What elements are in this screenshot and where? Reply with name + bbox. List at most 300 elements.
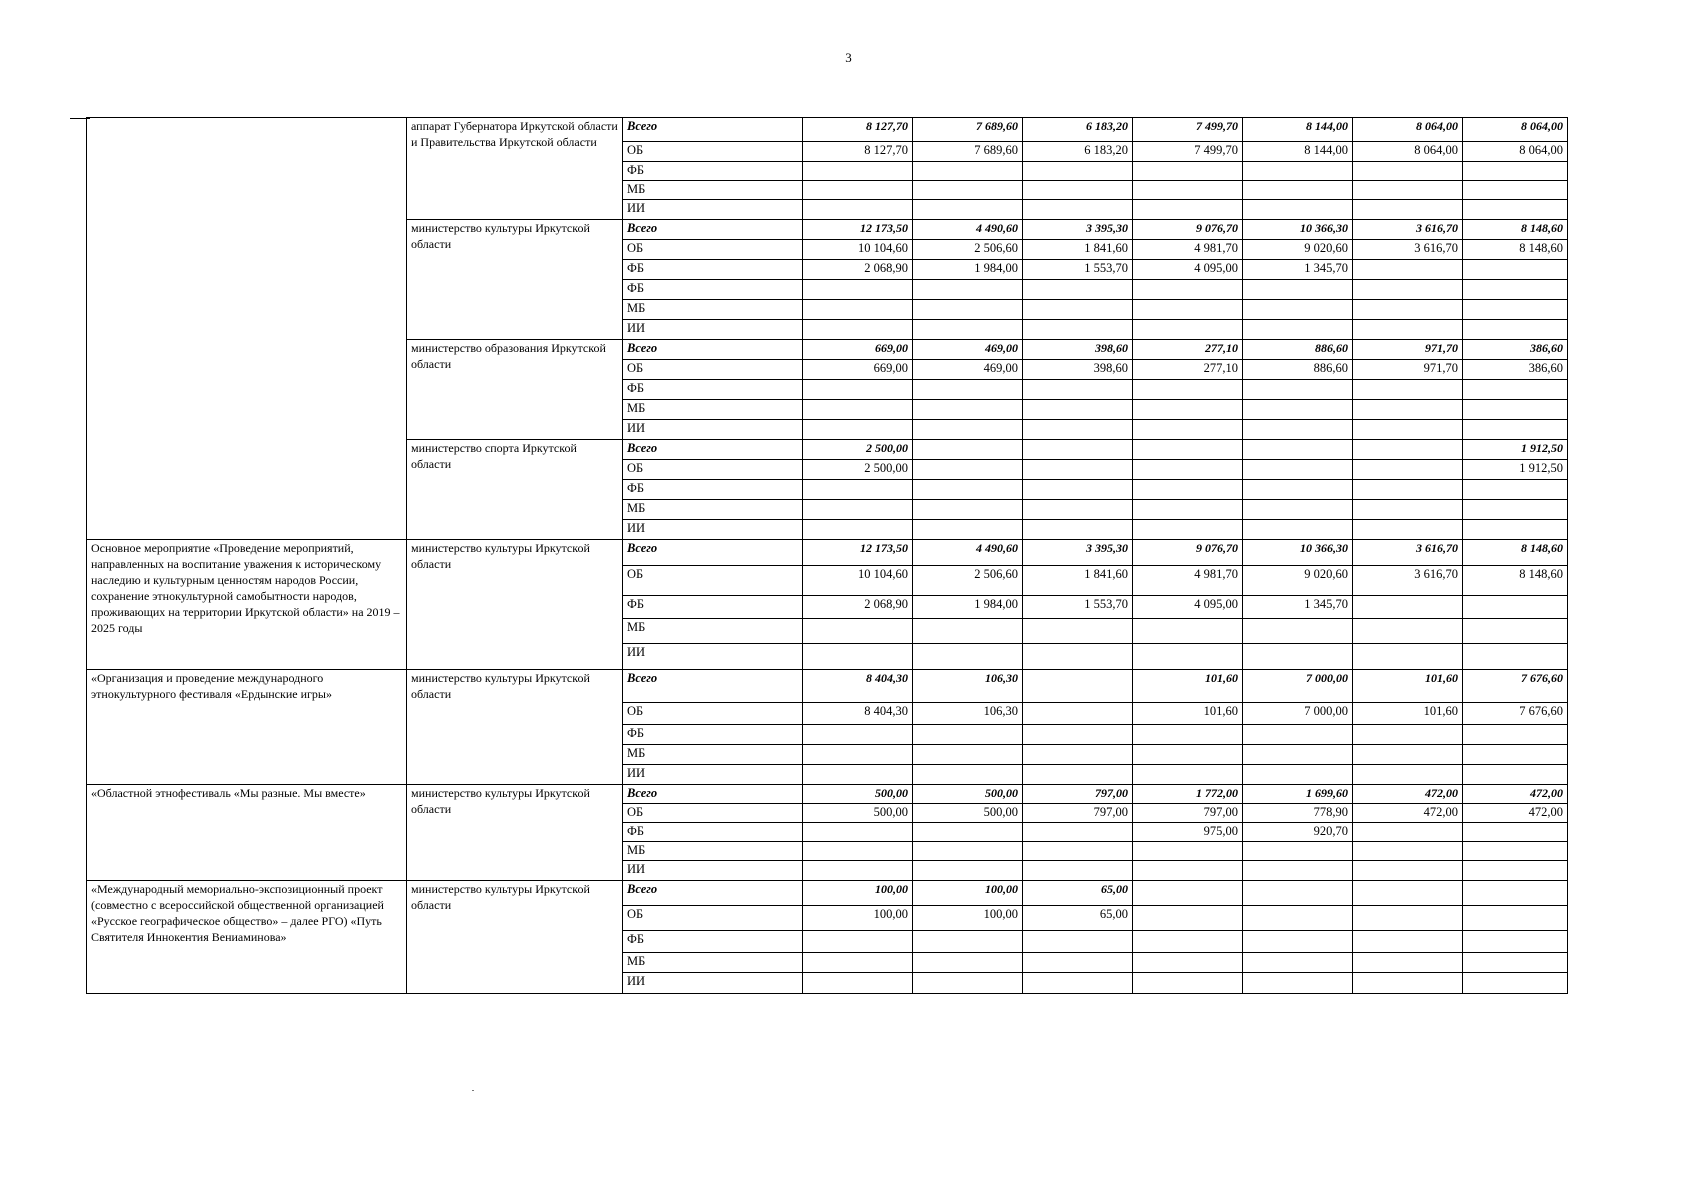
amount-cell: 7 676,60 bbox=[1463, 670, 1568, 703]
amount-cell: 4 490,60 bbox=[913, 540, 1023, 566]
funding-source-cell: ФБ bbox=[623, 823, 803, 842]
amount-cell bbox=[1243, 320, 1353, 340]
amount-cell bbox=[913, 520, 1023, 540]
amount-cell bbox=[1243, 420, 1353, 440]
funding-source-cell: ИИ bbox=[623, 420, 803, 440]
funding-source-cell: ИИ bbox=[623, 765, 803, 785]
amount-cell bbox=[803, 861, 913, 881]
amount-cell bbox=[803, 953, 913, 973]
budget-table-body bbox=[87, 118, 1568, 994]
amount-cell bbox=[1353, 162, 1463, 181]
amount-cell: 1 772,00 bbox=[1133, 785, 1243, 804]
amount-cell bbox=[1353, 953, 1463, 973]
amount-cell bbox=[1243, 861, 1353, 881]
amount-cell: 2 068,90 bbox=[803, 596, 913, 619]
amount-cell bbox=[803, 480, 913, 500]
funding-source-cell: ИИ bbox=[623, 861, 803, 881]
amount-cell bbox=[1243, 162, 1353, 181]
amount-cell bbox=[913, 480, 1023, 500]
amount-cell bbox=[1023, 973, 1133, 994]
amount-cell bbox=[1023, 520, 1133, 540]
amount-cell: 10 366,30 bbox=[1243, 220, 1353, 240]
amount-cell: 8 144,00 bbox=[1243, 142, 1353, 162]
amount-cell bbox=[1133, 480, 1243, 500]
amount-cell bbox=[913, 200, 1023, 220]
funding-source-cell: МБ bbox=[623, 300, 803, 320]
amount-cell bbox=[1023, 644, 1133, 670]
amount-cell bbox=[913, 320, 1023, 340]
funding-source-cell: МБ bbox=[623, 400, 803, 420]
amount-cell bbox=[1023, 400, 1133, 420]
amount-cell bbox=[1243, 953, 1353, 973]
amount-cell bbox=[1133, 861, 1243, 881]
amount-cell bbox=[1243, 200, 1353, 220]
amount-cell: 398,60 bbox=[1023, 340, 1133, 360]
amount-cell bbox=[1463, 500, 1568, 520]
amount-cell bbox=[1023, 380, 1133, 400]
amount-cell bbox=[913, 765, 1023, 785]
amount-cell bbox=[1243, 440, 1353, 460]
amount-cell bbox=[913, 460, 1023, 480]
amount-cell bbox=[1353, 520, 1463, 540]
amount-cell: 2 506,60 bbox=[913, 240, 1023, 260]
amount-cell: 10 104,60 bbox=[803, 240, 913, 260]
funding-source-cell: Всего bbox=[623, 220, 803, 240]
amount-cell: 8 064,00 bbox=[1353, 142, 1463, 162]
amount-cell: 2 068,90 bbox=[803, 260, 913, 280]
amount-cell: 797,00 bbox=[1023, 785, 1133, 804]
amount-cell bbox=[1023, 953, 1133, 973]
funding-source-cell: ОБ bbox=[623, 240, 803, 260]
executor-cell: министерство культуры Иркутской области bbox=[407, 540, 623, 670]
funding-source-cell: ОБ bbox=[623, 360, 803, 380]
amount-cell bbox=[1023, 420, 1133, 440]
amount-cell: 975,00 bbox=[1133, 823, 1243, 842]
amount-cell: 7 499,70 bbox=[1133, 142, 1243, 162]
amount-cell bbox=[913, 300, 1023, 320]
amount-cell bbox=[913, 745, 1023, 765]
amount-cell bbox=[913, 380, 1023, 400]
amount-cell bbox=[1023, 480, 1133, 500]
amount-cell bbox=[1133, 162, 1243, 181]
funding-source-cell: МБ bbox=[623, 842, 803, 861]
amount-cell bbox=[1133, 619, 1243, 644]
amount-cell bbox=[1133, 181, 1243, 200]
amount-cell bbox=[1353, 440, 1463, 460]
amount-cell: 1 345,70 bbox=[1243, 596, 1353, 619]
amount-cell: 8 064,00 bbox=[1463, 118, 1568, 142]
amount-cell bbox=[1463, 480, 1568, 500]
amount-cell bbox=[1243, 500, 1353, 520]
amount-cell bbox=[1463, 745, 1568, 765]
amount-cell: 9 076,70 bbox=[1133, 540, 1243, 566]
amount-cell bbox=[1353, 460, 1463, 480]
amount-cell: 8 064,00 bbox=[1463, 142, 1568, 162]
amount-cell bbox=[1463, 881, 1568, 906]
amount-cell: 4 095,00 bbox=[1133, 596, 1243, 619]
funding-source-cell: МБ bbox=[623, 500, 803, 520]
amount-cell bbox=[1463, 765, 1568, 785]
amount-cell bbox=[913, 162, 1023, 181]
amount-cell: 12 173,50 bbox=[803, 540, 913, 566]
amount-cell bbox=[1353, 619, 1463, 644]
amount-cell bbox=[913, 725, 1023, 745]
executor-cell: министерство образования Иркутской области bbox=[407, 340, 623, 440]
amount-cell bbox=[1023, 500, 1133, 520]
executor-cell: министерство культуры Иркутской области bbox=[407, 785, 623, 881]
amount-cell: 386,60 bbox=[1463, 360, 1568, 380]
amount-cell: 101,60 bbox=[1133, 670, 1243, 703]
amount-cell: 1 912,50 bbox=[1463, 440, 1568, 460]
funding-source-cell: Всего bbox=[623, 340, 803, 360]
funding-source-cell: Всего bbox=[623, 440, 803, 460]
amount-cell bbox=[1133, 931, 1243, 953]
amount-cell bbox=[1243, 280, 1353, 300]
amount-cell: 65,00 bbox=[1023, 881, 1133, 906]
amount-cell bbox=[803, 842, 913, 861]
amount-cell: 971,70 bbox=[1353, 340, 1463, 360]
amount-cell: 4 095,00 bbox=[1133, 260, 1243, 280]
amount-cell: 669,00 bbox=[803, 340, 913, 360]
funding-source-cell: МБ bbox=[623, 619, 803, 644]
amount-cell bbox=[1353, 200, 1463, 220]
amount-cell: 472,00 bbox=[1463, 785, 1568, 804]
amount-cell bbox=[1463, 973, 1568, 994]
amount-cell bbox=[1133, 906, 1243, 931]
amount-cell bbox=[803, 500, 913, 520]
amount-cell: 1 699,60 bbox=[1243, 785, 1353, 804]
amount-cell: 8 064,00 bbox=[1353, 118, 1463, 142]
amount-cell bbox=[1353, 181, 1463, 200]
amount-cell bbox=[803, 931, 913, 953]
amount-cell: 469,00 bbox=[913, 360, 1023, 380]
amount-cell: 8 127,70 bbox=[803, 142, 913, 162]
amount-cell: 8 144,00 bbox=[1243, 118, 1353, 142]
amount-cell bbox=[1353, 861, 1463, 881]
amount-cell: 500,00 bbox=[913, 785, 1023, 804]
amount-cell bbox=[1463, 380, 1568, 400]
amount-cell: 472,00 bbox=[1463, 804, 1568, 823]
executor-cell: министерство культуры Иркутской области bbox=[407, 670, 623, 785]
table-row-total bbox=[87, 670, 1568, 703]
amount-cell: 472,00 bbox=[1353, 785, 1463, 804]
amount-cell bbox=[1353, 725, 1463, 745]
amount-cell bbox=[1463, 280, 1568, 300]
amount-cell: 7 689,60 bbox=[913, 118, 1023, 142]
amount-cell: 7 676,60 bbox=[1463, 703, 1568, 725]
amount-cell bbox=[1463, 520, 1568, 540]
funding-source-cell: ОБ bbox=[623, 804, 803, 823]
amount-cell: 101,60 bbox=[1133, 703, 1243, 725]
amount-cell: 886,60 bbox=[1243, 340, 1353, 360]
funding-source-cell: ОБ bbox=[623, 142, 803, 162]
amount-cell bbox=[1243, 931, 1353, 953]
amount-cell bbox=[913, 280, 1023, 300]
amount-cell: 277,10 bbox=[1133, 340, 1243, 360]
amount-cell bbox=[1353, 745, 1463, 765]
amount-cell bbox=[1353, 400, 1463, 420]
table-row-total bbox=[87, 540, 1568, 566]
amount-cell: 971,70 bbox=[1353, 360, 1463, 380]
amount-cell bbox=[1353, 823, 1463, 842]
amount-cell: 10 104,60 bbox=[803, 566, 913, 596]
amount-cell bbox=[1463, 861, 1568, 881]
amount-cell: 1 984,00 bbox=[913, 596, 1023, 619]
amount-cell: 7 689,60 bbox=[913, 142, 1023, 162]
amount-cell: 3 395,30 bbox=[1023, 220, 1133, 240]
amount-cell: 100,00 bbox=[803, 881, 913, 906]
amount-cell bbox=[1353, 906, 1463, 931]
amount-cell bbox=[803, 823, 913, 842]
program-description-cell bbox=[87, 118, 407, 540]
amount-cell: 101,60 bbox=[1353, 703, 1463, 725]
amount-cell bbox=[1243, 300, 1353, 320]
funding-source-cell: ИИ bbox=[623, 200, 803, 220]
amount-cell bbox=[1463, 931, 1568, 953]
amount-cell bbox=[1463, 906, 1568, 931]
funding-source-cell: ОБ bbox=[623, 460, 803, 480]
amount-cell bbox=[1463, 842, 1568, 861]
amount-cell bbox=[803, 644, 913, 670]
amount-cell: 1 553,70 bbox=[1023, 596, 1133, 619]
amount-cell: 500,00 bbox=[803, 804, 913, 823]
funding-source-cell: ФБ bbox=[623, 162, 803, 181]
funding-source-cell: ФБ bbox=[623, 380, 803, 400]
amount-cell bbox=[803, 380, 913, 400]
amount-cell bbox=[1243, 973, 1353, 994]
amount-cell: 3 616,70 bbox=[1353, 220, 1463, 240]
amount-cell bbox=[1463, 162, 1568, 181]
amount-cell bbox=[1133, 300, 1243, 320]
amount-cell: 8 148,60 bbox=[1463, 240, 1568, 260]
amount-cell bbox=[803, 765, 913, 785]
amount-cell bbox=[1243, 644, 1353, 670]
amount-cell bbox=[913, 619, 1023, 644]
amount-cell bbox=[1243, 181, 1353, 200]
amount-cell: 8 404,30 bbox=[803, 670, 913, 703]
funding-source-cell: МБ bbox=[623, 745, 803, 765]
amount-cell bbox=[1353, 765, 1463, 785]
amount-cell bbox=[1243, 619, 1353, 644]
amount-cell bbox=[1353, 280, 1463, 300]
funding-source-cell: ИИ bbox=[623, 973, 803, 994]
amount-cell bbox=[803, 280, 913, 300]
executor-cell: министерство культуры Иркутской области bbox=[407, 220, 623, 340]
amount-cell bbox=[1463, 953, 1568, 973]
amount-cell bbox=[1023, 162, 1133, 181]
amount-cell bbox=[1243, 480, 1353, 500]
amount-cell: 920,70 bbox=[1243, 823, 1353, 842]
amount-cell: 8 148,60 bbox=[1463, 220, 1568, 240]
amount-cell: 7 499,70 bbox=[1133, 118, 1243, 142]
amount-cell: 277,10 bbox=[1133, 360, 1243, 380]
amount-cell bbox=[1243, 380, 1353, 400]
amount-cell: 65,00 bbox=[1023, 906, 1133, 931]
amount-cell: 9 020,60 bbox=[1243, 566, 1353, 596]
funding-source-cell: ФБ bbox=[623, 480, 803, 500]
amount-cell bbox=[913, 861, 1023, 881]
amount-cell bbox=[803, 725, 913, 745]
amount-cell: 500,00 bbox=[803, 785, 913, 804]
amount-cell bbox=[913, 842, 1023, 861]
amount-cell bbox=[1023, 460, 1133, 480]
amount-cell bbox=[803, 400, 913, 420]
amount-cell bbox=[1023, 619, 1133, 644]
amount-cell bbox=[913, 823, 1023, 842]
amount-cell: 1 984,00 bbox=[913, 260, 1023, 280]
amount-cell bbox=[913, 644, 1023, 670]
amount-cell: 4 981,70 bbox=[1133, 566, 1243, 596]
amount-cell bbox=[803, 520, 913, 540]
amount-cell bbox=[1133, 420, 1243, 440]
amount-cell bbox=[1243, 842, 1353, 861]
amount-cell bbox=[1243, 881, 1353, 906]
amount-cell: 4 490,60 bbox=[913, 220, 1023, 240]
amount-cell bbox=[1023, 861, 1133, 881]
funding-source-cell: ИИ bbox=[623, 644, 803, 670]
amount-cell bbox=[803, 300, 913, 320]
amount-cell bbox=[1023, 440, 1133, 460]
funding-source-cell: Всего bbox=[623, 670, 803, 703]
amount-cell bbox=[803, 619, 913, 644]
amount-cell: 106,30 bbox=[913, 670, 1023, 703]
amount-cell bbox=[1023, 745, 1133, 765]
amount-cell bbox=[1463, 596, 1568, 619]
amount-cell: 6 183,20 bbox=[1023, 118, 1133, 142]
program-description-cell: «Областной этнофестиваль «Мы разные. Мы вместе» bbox=[87, 785, 407, 881]
amount-cell bbox=[1243, 745, 1353, 765]
table-row-total bbox=[87, 118, 1568, 142]
amount-cell bbox=[803, 320, 913, 340]
funding-source-cell: ФБ bbox=[623, 725, 803, 745]
amount-cell: 1 345,70 bbox=[1243, 260, 1353, 280]
amount-cell: 8 148,60 bbox=[1463, 566, 1568, 596]
amount-cell bbox=[1133, 200, 1243, 220]
amount-cell bbox=[1023, 320, 1133, 340]
amount-cell: 2 500,00 bbox=[803, 460, 913, 480]
amount-cell bbox=[1353, 842, 1463, 861]
amount-cell bbox=[803, 162, 913, 181]
amount-cell bbox=[1023, 823, 1133, 842]
amount-cell bbox=[1023, 842, 1133, 861]
amount-cell: 106,30 bbox=[913, 703, 1023, 725]
amount-cell bbox=[1133, 520, 1243, 540]
amount-cell bbox=[1023, 765, 1133, 785]
executor-cell: министерство спорта Иркутской области bbox=[407, 440, 623, 540]
amount-cell: 1 912,50 bbox=[1463, 460, 1568, 480]
funding-source-cell: Всего bbox=[623, 881, 803, 906]
amount-cell bbox=[1463, 400, 1568, 420]
amount-cell bbox=[1243, 400, 1353, 420]
amount-cell: 100,00 bbox=[913, 881, 1023, 906]
amount-cell: 101,60 bbox=[1353, 670, 1463, 703]
funding-source-cell: МБ bbox=[623, 953, 803, 973]
amount-cell bbox=[1133, 440, 1243, 460]
budget-table bbox=[86, 117, 1568, 994]
scan-speck bbox=[472, 1090, 474, 1091]
amount-cell: 398,60 bbox=[1023, 360, 1133, 380]
amount-cell: 6 183,20 bbox=[1023, 142, 1133, 162]
executor-cell: министерство культуры Иркутской области bbox=[407, 881, 623, 994]
amount-cell bbox=[803, 200, 913, 220]
amount-cell: 2 506,60 bbox=[913, 566, 1023, 596]
amount-cell: 3 616,70 bbox=[1353, 566, 1463, 596]
amount-cell bbox=[913, 931, 1023, 953]
amount-cell: 386,60 bbox=[1463, 340, 1568, 360]
amount-cell: 100,00 bbox=[913, 906, 1023, 931]
funding-source-cell: ИИ bbox=[623, 520, 803, 540]
funding-source-cell: ФБ bbox=[623, 931, 803, 953]
amount-cell bbox=[1133, 400, 1243, 420]
amount-cell bbox=[1023, 200, 1133, 220]
amount-cell bbox=[1023, 725, 1133, 745]
amount-cell: 2 500,00 bbox=[803, 440, 913, 460]
amount-cell: 8 404,30 bbox=[803, 703, 913, 725]
amount-cell: 8 127,70 bbox=[803, 118, 913, 142]
amount-cell bbox=[1023, 280, 1133, 300]
amount-cell bbox=[1133, 460, 1243, 480]
amount-cell bbox=[1133, 765, 1243, 785]
amount-cell bbox=[1353, 931, 1463, 953]
funding-source-cell: ФБ bbox=[623, 280, 803, 300]
amount-cell bbox=[913, 953, 1023, 973]
amount-cell bbox=[1243, 906, 1353, 931]
amount-cell bbox=[1353, 320, 1463, 340]
amount-cell bbox=[1353, 480, 1463, 500]
amount-cell: 500,00 bbox=[913, 804, 1023, 823]
amount-cell bbox=[1133, 320, 1243, 340]
amount-cell bbox=[1023, 670, 1133, 703]
amount-cell: 100,00 bbox=[803, 906, 913, 931]
amount-cell bbox=[1353, 881, 1463, 906]
amount-cell bbox=[1133, 745, 1243, 765]
amount-cell bbox=[1353, 973, 1463, 994]
amount-cell: 7 000,00 bbox=[1243, 670, 1353, 703]
funding-source-cell: МБ bbox=[623, 181, 803, 200]
amount-cell: 9 020,60 bbox=[1243, 240, 1353, 260]
amount-cell bbox=[1243, 765, 1353, 785]
amount-cell bbox=[1133, 842, 1243, 861]
page-number: 3 bbox=[845, 50, 852, 65]
amount-cell bbox=[1353, 500, 1463, 520]
amount-cell bbox=[1133, 725, 1243, 745]
amount-cell bbox=[1133, 953, 1243, 973]
amount-cell: 469,00 bbox=[913, 340, 1023, 360]
funding-source-cell: ОБ bbox=[623, 703, 803, 725]
amount-cell: 3 616,70 bbox=[1353, 540, 1463, 566]
amount-cell bbox=[1353, 644, 1463, 670]
amount-cell: 9 076,70 bbox=[1133, 220, 1243, 240]
amount-cell: 472,00 bbox=[1353, 804, 1463, 823]
amount-cell bbox=[1023, 931, 1133, 953]
amount-cell bbox=[1463, 181, 1568, 200]
amount-cell: 797,00 bbox=[1023, 804, 1133, 823]
amount-cell: 778,90 bbox=[1243, 804, 1353, 823]
amount-cell bbox=[1463, 420, 1568, 440]
amount-cell: 4 981,70 bbox=[1133, 240, 1243, 260]
amount-cell bbox=[1023, 181, 1133, 200]
program-description-cell: Основное мероприятие «Проведение мероприятий, направленных на воспитание уважения к историческому наследию и культурным ценностям народов России, сохранение этнокультурной самобытности народов, проживающих на территории Иркутской области» на 2019 – 2025 годы bbox=[87, 540, 407, 670]
funding-source-cell: ОБ bbox=[623, 906, 803, 931]
funding-source-cell: ФБ bbox=[623, 596, 803, 619]
amount-cell bbox=[1353, 380, 1463, 400]
amount-cell bbox=[803, 420, 913, 440]
amount-cell bbox=[1463, 619, 1568, 644]
amount-cell: 12 173,50 bbox=[803, 220, 913, 240]
funding-source-cell: Всего bbox=[623, 540, 803, 566]
amount-cell bbox=[1463, 300, 1568, 320]
amount-cell bbox=[1463, 260, 1568, 280]
